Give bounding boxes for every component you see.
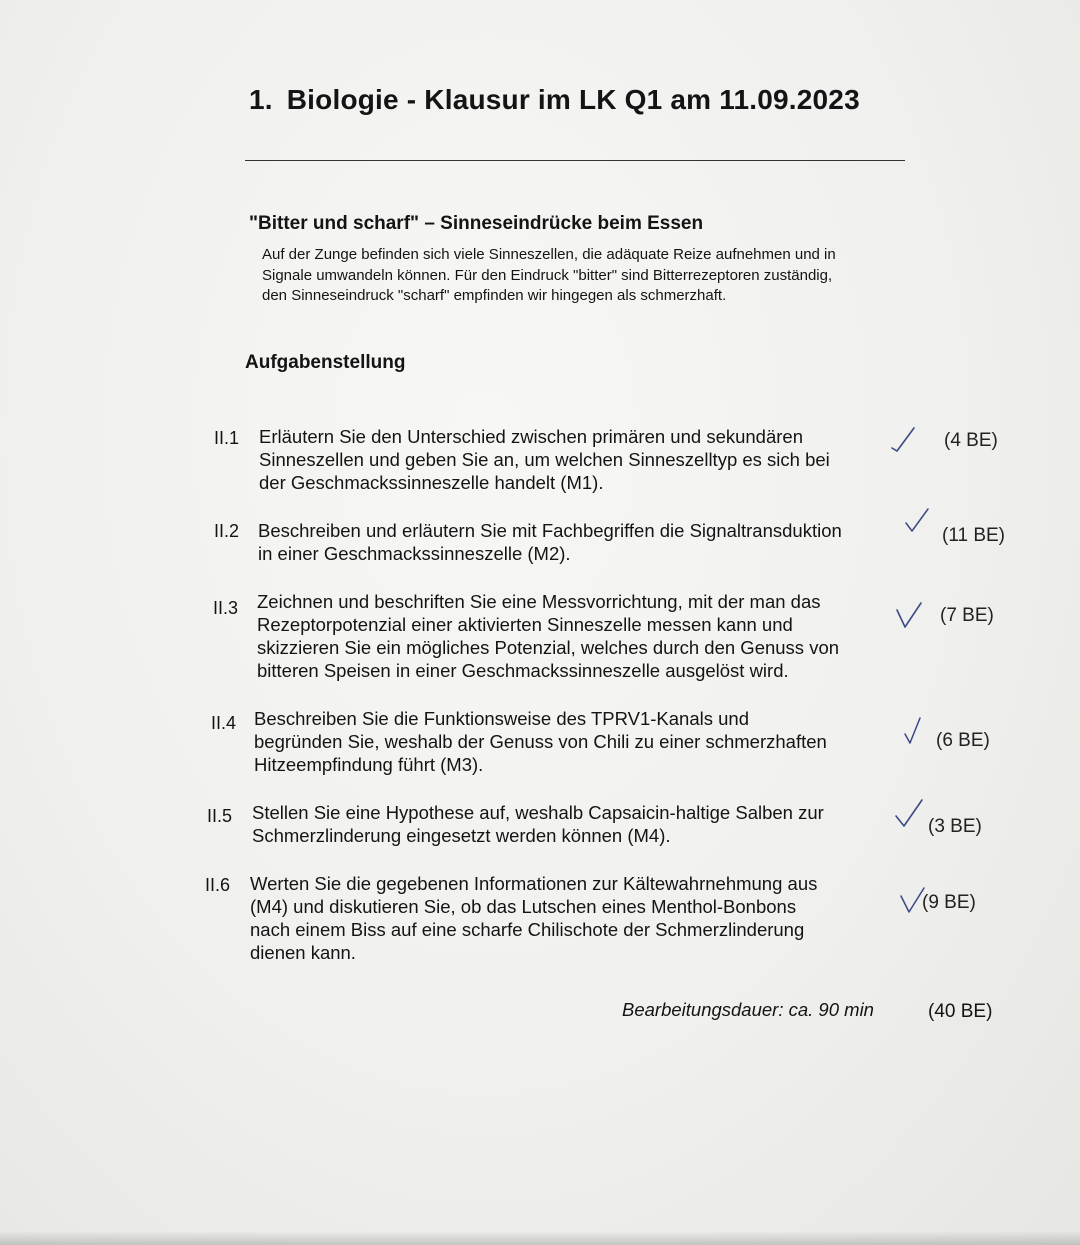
task-points: (9 BE) — [922, 892, 976, 913]
intro-line: den Sinneseindruck "scharf" empfinden wir hingegen als schmerzhaft. — [262, 287, 727, 304]
check-mark-icon — [892, 600, 926, 630]
task-points: (7 BE) — [940, 605, 994, 626]
task-line: Rezeptorpotenzial einer aktivierten Sinneszelle messen kann und — [257, 614, 793, 635]
check-mark-icon — [898, 716, 932, 746]
task-line: der Geschmackssinneszelle handelt (M1). — [259, 472, 604, 493]
task-line: in einer Geschmackssinneszelle (M2). — [258, 543, 571, 564]
task-label: II.4 — [211, 713, 237, 733]
intro-line: Auf der Zunge befinden sich viele Sinneszellen, die adäquate Reize aufnehmen und in — [262, 246, 836, 263]
check-mark-icon — [886, 424, 920, 454]
task-line: Schmerzlinderung eingesetzt werden können (M4). — [252, 825, 671, 846]
task-line: begründen Sie, weshalb der Genuss von Chili zu einer schmerzhaften — [254, 731, 827, 752]
title-text: Biologie - Klausur im LK Q1 am 11.09.2023 — [286, 84, 860, 115]
title-number: 1. — [249, 84, 273, 115]
task-line: Sinneszellen und geben Sie an, um welchen Sinneszelltyp es sich bei — [259, 449, 830, 470]
task-label: II.1 — [214, 428, 240, 448]
task-points: (11 BE) — [942, 525, 1006, 546]
task-label: II.3 — [213, 598, 239, 618]
task-text — [252, 801, 824, 847]
check-mark-icon — [902, 505, 936, 535]
check-mark-icon — [892, 798, 926, 828]
task-label: II.6 — [205, 875, 231, 895]
task-line: Zeichnen und beschriften Sie eine Messvorrichtung, mit der man das — [257, 591, 821, 612]
task-line: bitteren Speisen in einer Geschmackssinneszelle ausgelöst wird. — [257, 660, 789, 681]
intro-paragraph — [262, 245, 962, 307]
title-divider — [245, 160, 905, 161]
task-text — [254, 707, 827, 776]
total-points: (40 BE) — [928, 1001, 993, 1022]
page-edge-shadow — [0, 1231, 1080, 1245]
task-line: Werten Sie die gegebenen Informationen zur Kältewahrnehmung aus — [250, 873, 818, 894]
task-line: nach einem Biss auf eine scharfe Chilischote der Schmerzlinderung — [250, 919, 805, 940]
task-line: skizzieren Sie ein mögliches Potenzial, welches durch den Genuss von — [257, 637, 840, 658]
task-text — [257, 590, 839, 682]
task-line: Beschreiben Sie die Funktionsweise des TPRV1-Kanals und — [254, 708, 749, 729]
task-line: Erläutern Sie den Unterschied zwischen primären und sekundären — [259, 426, 803, 447]
task-label: II.2 — [214, 521, 240, 541]
task-line: Beschreiben und erläutern Sie mit Fachbegriffen die Signaltransduktion — [258, 520, 842, 541]
task-label: II.5 — [207, 806, 233, 826]
intro-line: Signale umwandeln können. Für den Eindruck "bitter" sind Bitterrezeptoren zuständig, — [262, 266, 833, 284]
task-line: (M4) und diskutieren Sie, ob das Lutschen eines Menthol-Bonbons — [250, 896, 797, 917]
task-points: (6 BE) — [936, 730, 990, 751]
tasks-heading: Aufgabenstellung — [245, 352, 406, 373]
topic-heading: "Bitter und scharf" – Sinneseindrücke beim Essen — [249, 213, 704, 234]
task-text — [258, 519, 842, 565]
task-line: Hitzeempfindung führt (M3). — [254, 754, 484, 775]
task-line: dienen kann. — [250, 942, 356, 963]
duration-note: Bearbeitungsdauer: ca. 90 min — [622, 999, 874, 1020]
task-text — [250, 872, 817, 964]
page-title — [249, 84, 860, 116]
task-points: (4 BE) — [944, 430, 998, 451]
task-line: Stellen Sie eine Hypothese auf, weshalb Capsaicin-haltige Salben zur — [252, 802, 824, 823]
task-text — [259, 425, 830, 494]
task-points: (3 BE) — [928, 816, 982, 837]
